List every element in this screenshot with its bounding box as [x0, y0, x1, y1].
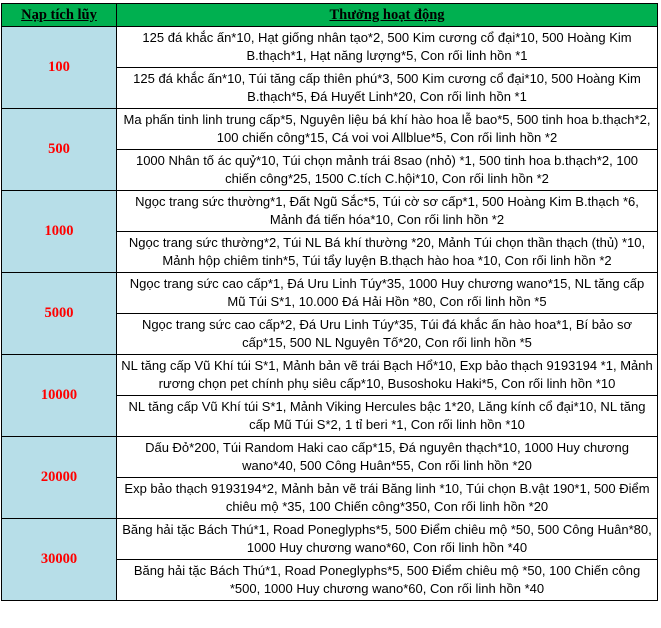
reward-cell: Ngọc trang sức thường*1, Đất Ngũ Sắc*5, Túi cờ sơ cấp*1, 500 Hoàng Kim B.thạch *6, Mảnh đá tiến hóa*10, Con rối linh hồn *2 — [117, 191, 658, 232]
tier-amount: 30000 — [2, 519, 117, 601]
reward-cell: 125 đá khắc ấn*10, Túi tăng cấp thiên phú*3, 500 Kim cương cổ đại*10, 500 Hoàng Kim B.thạch*5, Đá Huyết Linh*20, Con rối linh hồn *1 — [117, 68, 658, 109]
table-row — [2, 27, 658, 68]
table-row — [2, 191, 658, 232]
header-row — [2, 4, 658, 27]
reward-cell: Băng hải tặc Bách Thú*1, Road Poneglyphs*5, 500 Điểm chiêu mộ *50, 100 Chiến công *500, 1000 Huy chương wano*60, Con rối linh hồn *40 — [117, 560, 658, 601]
table-row — [2, 437, 658, 478]
reward-cell: Exp bảo thạch 9193194*2, Mảnh bản vẽ trái Băng linh *10, Túi chọn B.vật 190*1, 500 Điểm chiêu mộ *35, 100 Chiến công*350, Con rối linh hồn *20 — [117, 478, 658, 519]
tier-amount: 10000 — [2, 355, 117, 437]
header-amount: Nạp tích lũy — [2, 4, 117, 27]
reward-cell: Ngọc trang sức cao cấp*1, Đá Uru Linh Túy*35, 1000 Huy chương wano*15, NL tăng cấp Mũ Túi S*1, 10.000 Đá Hải Hồn *80, Con rối linh hồn *5 — [117, 273, 658, 314]
tier-amount: 500 — [2, 109, 117, 191]
table-row — [2, 273, 658, 314]
reward-cell: Dấu Đỏ*200, Túi Random Haki cao cấp*15, Đá nguyên thạch*10, 1000 Huy chương wano*40, 500 Công Huân*55, Con rối linh hồn *20 — [117, 437, 658, 478]
reward-cell: NL tăng cấp Vũ Khí túi S*1, Mảnh bản vẽ trái Bạch Hổ*10, Exp bảo thạch 9193194 *1, Mảnh rương chọn pet chính phụ siêu cấp*10, Busoshoku Haki*5, Con rối linh hồn *10 — [117, 355, 658, 396]
rewards-table — [1, 3, 658, 601]
reward-cell: Băng hải tặc Bách Thú*1, Road Poneglyphs*5, 500 Điểm chiêu mộ *50, 500 Công Huân*80, 1000 Huy chương wano*60, Con rối linh hồn *40 — [117, 519, 658, 560]
tier-amount: 1000 — [2, 191, 117, 273]
reward-cell: Ngọc trang sức thường*2, Túi NL Bá khí thường *20, Mảnh Túi chọn thần thạch (thủ) *10, Mảnh hộp chiêm tinh*5, Túi tẩy luyện B.thạch hào hoa *10, Con rối linh hồn *2 — [117, 232, 658, 273]
table-row — [2, 519, 658, 560]
tier-amount: 5000 — [2, 273, 117, 355]
reward-cell: Ngọc trang sức cao cấp*2, Đá Uru Linh Túy*35, Túi đá khắc ấn hào hoa*1, Bí bảo sơ cấp*15, 500 NL Nguyên Tố*20, Con rối linh hồn *5 — [117, 314, 658, 355]
reward-cell: Ma phấn tinh linh trung cấp*5, Nguyên liệu bá khí hào hoa lễ bao*5, 500 tinh hoa b.thạch*2, 100 chiến công*15, Cá voi voi Allblue*5, Con rối linh hồn *2 — [117, 109, 658, 150]
tier-amount: 100 — [2, 27, 117, 109]
header-rewards: Thưởng hoạt động — [117, 4, 658, 27]
reward-cell: NL tăng cấp Vũ Khí túi S*1, Mảnh Viking Hercules bậc 1*20, Lăng kính cổ đại*10, NL tăng cấp Mũ Túi S*2, 1 tỉ beri *1, Con rối linh hồn *10 — [117, 396, 658, 437]
table-row — [2, 109, 658, 150]
tier-amount: 20000 — [2, 437, 117, 519]
reward-cell: 125 đá khắc ấn*10, Hạt giống nhân tạo*2, 500 Kim cương cổ đại*10, 500 Hoàng Kim B.thạch*1, Hạt năng lượng*5, Con rối linh hồn *1 — [117, 27, 658, 68]
reward-cell: 1000 Nhân tố ác quỷ*10, Túi chọn mảnh trái 8sao (nhỏ) *1, 500 tinh hoa b.thạch*2, 100 chiến công*25, 1500 C.tích C.hội*10, Con rối linh hồn *2 — [117, 150, 658, 191]
table-row — [2, 355, 658, 396]
